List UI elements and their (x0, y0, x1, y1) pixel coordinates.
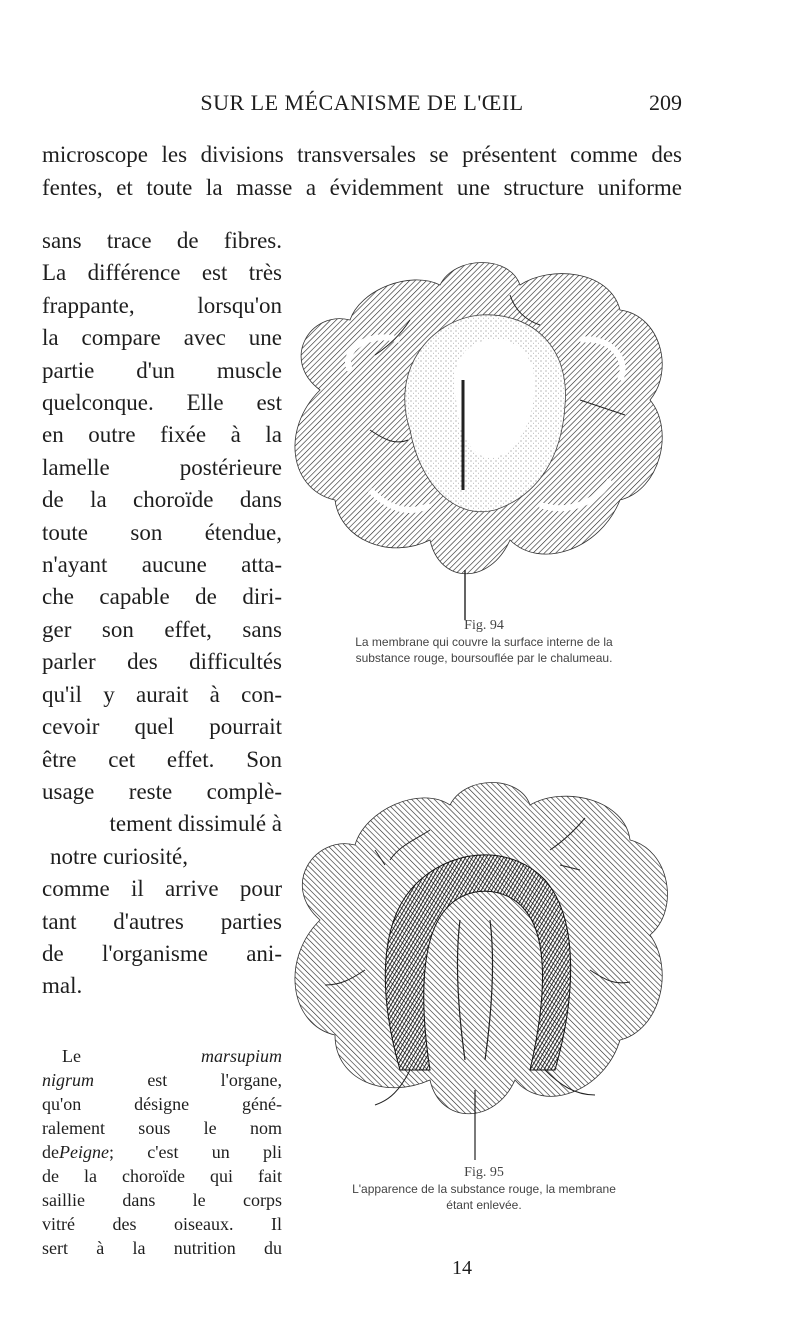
text-line: dePeigne; c'est un pli (42, 1142, 282, 1162)
body-line-2: fentes, et toute la masse a évidemment une structure uniforme (42, 175, 682, 200)
page-number: 209 (649, 90, 682, 115)
text-line: tant d'autres parties (42, 908, 282, 934)
text-line: de la choroïde dans (42, 487, 282, 513)
caption-line: substance rouge, boursouflée par le chalumeau. (355, 651, 613, 665)
text-line: saillie dans le corps (42, 1190, 282, 1210)
text-line: Le marsupium (62, 1046, 282, 1066)
text-line: usage reste complè- (42, 778, 282, 804)
figure-number: Fig. 94 (464, 618, 504, 633)
text-line: quelconque. Elle est (42, 390, 282, 416)
text-line: en outre fixée à la (42, 422, 282, 448)
text-line: cevoir quel pourrait (42, 714, 282, 740)
text-line: être cet effet. Son (42, 746, 282, 772)
text-line: vitré des oiseaux. Il (42, 1214, 282, 1234)
figure-94-illustration (280, 240, 680, 620)
caption-line: étant enlevée. (446, 1198, 522, 1212)
text-line: comme il arrive pour (42, 876, 282, 902)
paragraph-2 (42, 1044, 282, 1260)
text-line: ger son effet, sans (42, 616, 282, 642)
text-line: La différence est très (42, 260, 282, 286)
caption-line: La membrane qui couvre la surface interne de la (355, 635, 613, 649)
text-line: toute son étendue, (42, 519, 282, 545)
text-line: nigrum est l'organe, (42, 1070, 282, 1090)
text-line: frappante, lorsqu'on (42, 292, 282, 318)
text-line: de la choroïde qui fait (42, 1166, 282, 1186)
term-marsupium: marsupium (200, 1046, 282, 1066)
term-nigrum: nigrum (42, 1070, 95, 1090)
caption-line: L'apparence de la substance rouge, la membrane (352, 1182, 616, 1196)
signature-mark: 14 (452, 1257, 472, 1279)
text-line: n'ayant aucune atta- (42, 552, 282, 578)
body-line-1: microscope les divisions transversales se présentent comme des (42, 142, 682, 167)
running-title: SUR LE MÉCANISME DE L'ŒIL (200, 90, 524, 115)
text-line: de l'organisme ani- (42, 940, 282, 966)
text-line: qu'il y aurait à con- (42, 681, 282, 707)
term-peigne: Peigne (59, 1142, 109, 1162)
text-line: notre curiosité, (50, 843, 188, 869)
text-line: la compare avec une (42, 325, 282, 351)
text-line: che capable de diri- (42, 584, 282, 610)
text-line: sert à la nutrition du (42, 1238, 282, 1258)
figure-number: Fig. 95 (464, 1165, 504, 1180)
figure-94-caption (284, 618, 684, 666)
paragraph-1 (42, 225, 282, 1003)
text-line: parler des difficultés (42, 649, 282, 675)
figure-95-illustration (280, 770, 680, 1160)
membrane-lobes (295, 783, 668, 1114)
text-line: ralement sous le nom (42, 1118, 282, 1138)
running-header (42, 90, 682, 120)
figure-95-caption (284, 1165, 684, 1213)
text-line: lamelle postérieure (42, 454, 282, 480)
text-line: partie d'un muscle (42, 357, 282, 383)
text-line: sans trace de fibres. (42, 228, 282, 253)
text-line: tement dissimulé à (109, 811, 282, 837)
text-line: mal. (42, 973, 83, 999)
text-line: qu'on désigne géné- (42, 1094, 282, 1114)
